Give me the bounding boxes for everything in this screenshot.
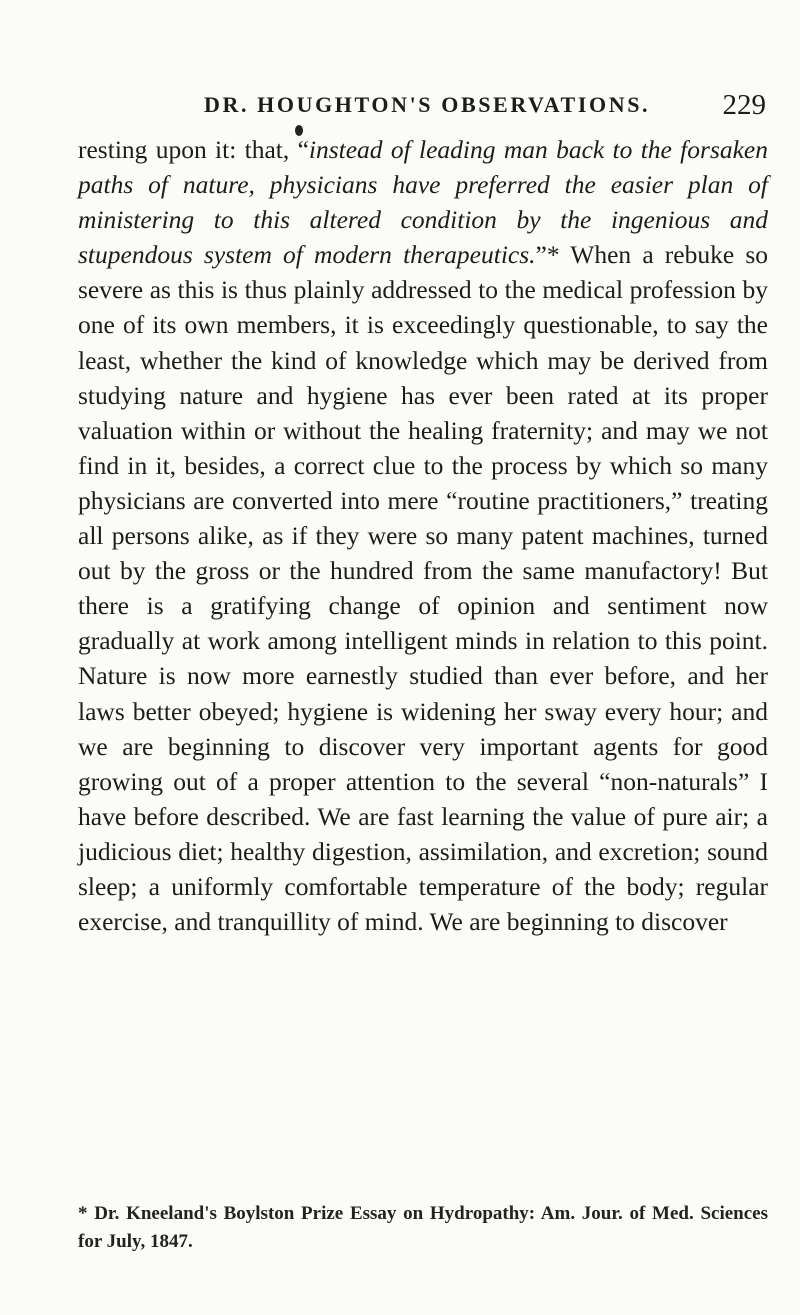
- page-header: [204, 89, 774, 126]
- paragraph: [78, 132, 768, 939]
- footnote: * Dr. Kneeland's Boylston Prize Essay on Hydropathy: Am. Jour. of Med. Sciences for July, 1847.: [78, 1203, 768, 1252]
- text-run: ”* When a rebuke so severe as this is thus plainly addressed to the medical profession by one of its own members, it is exceedingly questionable, to say the least, whether the kind of knowledge which may be derived from studying nature and hygiene has ever been rated at its proper valuation within or without the healing fraternity; and may we not find in it, besides, a correct clue to the process by which so many physicians are converted into mere “routine practitioners,” treating all persons alike, as if they were so many patent machines, turned out by the gross or the hundred from the same manufactory! But there is a gratifying change of opinion and sentiment now gradually at work among intelligent minds in relation to this point. Nature is now more earnestly studied than ever before, and her laws better obeyed; hygiene is widening her sway every hour; and we are beginning to discover very important agents for good growing out of a proper attention to the several “non-naturals” I have before described. We are fast learning the value of pure air; a judicious diet; healthy digestion, assimilation, and excretion; sound sleep; a uniformly comfortable temperature of the body; regular exercise, and tranquillity of mind. We are beginning to discover: [78, 240, 768, 937]
- running-head: DR. HOUGHTON'S OBSERVATIONS.: [204, 92, 651, 117]
- text-run: resting upon it: that, “: [78, 135, 309, 164]
- page-number: 229: [722, 89, 766, 121]
- italic-quote: instead of leading man back to the forsaken paths of nature, physicians have preferred the easier plan of ministering to this altered condition by the ingenious and stupendous system of modern therapeutics.: [78, 135, 768, 270]
- body-text: [78, 132, 768, 939]
